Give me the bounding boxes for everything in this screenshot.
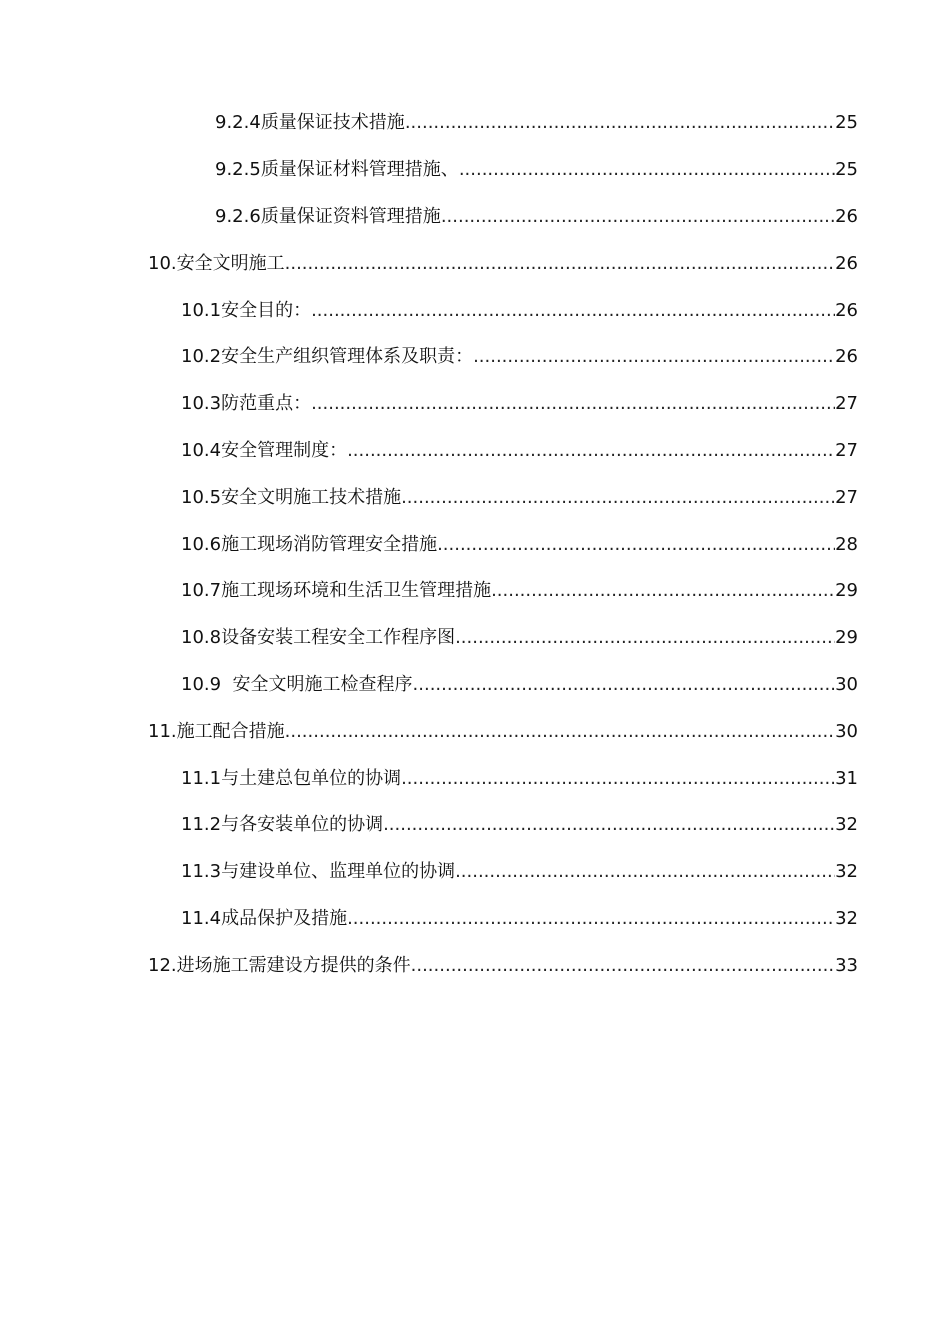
toc-page-number: 30 bbox=[835, 720, 858, 742]
toc-title: 质量保证材料管理措施、 bbox=[260, 159, 459, 181]
toc-number: 9.2.6 bbox=[215, 205, 261, 227]
toc-number: 11.3 bbox=[181, 861, 222, 883]
toc-leader-dots bbox=[383, 813, 835, 837]
toc-number: 9.2.5 bbox=[215, 159, 261, 181]
toc-page-number: 33 bbox=[835, 954, 858, 976]
toc-page-number: 27 bbox=[835, 439, 858, 461]
toc-entry[interactable] bbox=[0, 849, 950, 896]
toc-number: 11.2 bbox=[181, 814, 222, 836]
toc-leader-dots bbox=[285, 720, 835, 744]
toc-leader-dots bbox=[491, 579, 835, 603]
toc-entry[interactable] bbox=[0, 147, 950, 194]
toc-page-number: 25 bbox=[835, 112, 858, 134]
toc-title: 与各安装单位的协调 bbox=[221, 814, 384, 836]
toc-title: 与土建总包单位的协调 bbox=[221, 767, 402, 789]
toc-entry[interactable] bbox=[0, 428, 950, 475]
toc-number: 10.8 bbox=[181, 627, 222, 649]
toc-page-number: 29 bbox=[835, 580, 858, 602]
toc-entry[interactable] bbox=[0, 240, 950, 287]
toc-page-number: 28 bbox=[835, 533, 858, 555]
toc-page-number: 26 bbox=[835, 299, 858, 321]
toc-page-number: 27 bbox=[835, 486, 858, 508]
toc-number: 11. bbox=[148, 720, 177, 742]
toc-leader-dots bbox=[311, 392, 835, 416]
toc-number: 10.3 bbox=[181, 393, 222, 415]
toc-leader-dots bbox=[413, 673, 836, 697]
toc-page-number: 29 bbox=[835, 627, 858, 649]
toc-entry[interactable] bbox=[0, 708, 950, 755]
toc-page-number: 27 bbox=[835, 393, 858, 415]
toc-number: 10. bbox=[148, 252, 177, 274]
toc-leader-dots bbox=[455, 626, 835, 650]
toc-number: 12. bbox=[148, 954, 177, 976]
toc-title: 防范重点： bbox=[221, 393, 312, 415]
toc-number: 10.1 bbox=[181, 299, 222, 321]
toc-entry[interactable] bbox=[0, 615, 950, 662]
toc-entry[interactable] bbox=[0, 802, 950, 849]
toc-number: 11.4 bbox=[181, 907, 222, 929]
toc-title: 安全管理制度： bbox=[221, 439, 348, 461]
toc-number: 10.4 bbox=[181, 439, 222, 461]
toc-title: 安全目的： bbox=[221, 299, 312, 321]
toc-leader-dots bbox=[285, 252, 835, 276]
toc-number: 9.2.4 bbox=[215, 112, 261, 134]
toc-number: 10.9 bbox=[181, 673, 233, 695]
toc-title: 与建设单位、监理单位的协调 bbox=[221, 861, 456, 883]
toc-leader-dots bbox=[401, 767, 835, 791]
toc-leader-dots bbox=[347, 907, 835, 931]
toc-entry[interactable] bbox=[0, 755, 950, 802]
toc-title: 安全生产组织管理体系及职责： bbox=[221, 346, 474, 368]
toc-entry[interactable] bbox=[0, 896, 950, 943]
toc-title: 成品保护及措施 bbox=[221, 907, 348, 929]
toc-page-number: 26 bbox=[835, 346, 858, 368]
toc-number: 10.6 bbox=[181, 533, 222, 555]
toc-entry[interactable] bbox=[0, 194, 950, 241]
toc-title: 设备安装工程安全工作程序图 bbox=[221, 627, 456, 649]
toc-page-number: 26 bbox=[835, 252, 858, 274]
toc-page-number: 25 bbox=[835, 159, 858, 181]
toc-leader-dots bbox=[455, 860, 835, 884]
toc-leader-dots bbox=[401, 486, 835, 510]
toc-title: 安全文明施工 bbox=[176, 252, 285, 274]
toc-title: 施工配合措施 bbox=[176, 720, 285, 742]
toc-entry[interactable] bbox=[0, 568, 950, 615]
toc-entry[interactable] bbox=[0, 521, 950, 568]
toc-page-number: 32 bbox=[835, 907, 858, 929]
toc-entry[interactable] bbox=[0, 942, 950, 989]
toc-entry[interactable] bbox=[0, 334, 950, 381]
toc-title: 施工现场环境和生活卫生管理措施 bbox=[221, 580, 492, 602]
toc-page-number: 30 bbox=[835, 673, 858, 695]
toc-page-number: 32 bbox=[835, 814, 858, 836]
toc-leader-dots bbox=[459, 158, 835, 182]
toc-entry[interactable] bbox=[0, 100, 950, 147]
toc-page-number: 26 bbox=[835, 205, 858, 227]
toc-leader-dots bbox=[311, 299, 835, 323]
toc-leader-dots bbox=[405, 111, 835, 135]
toc-entry[interactable] bbox=[0, 662, 950, 709]
toc-number: 10.2 bbox=[181, 346, 222, 368]
toc-title: 施工现场消防管理安全措施 bbox=[221, 533, 438, 555]
toc-leader-dots bbox=[441, 205, 835, 229]
table-of-contents bbox=[0, 100, 950, 989]
toc-leader-dots bbox=[437, 533, 835, 557]
toc-title: 安全文明施工检查程序 bbox=[232, 673, 413, 695]
toc-title: 进场施工需建设方提供的条件 bbox=[176, 954, 411, 976]
toc-title: 质量保证资料管理措施 bbox=[260, 205, 441, 227]
toc-entry[interactable] bbox=[0, 474, 950, 521]
toc-number: 10.5 bbox=[181, 486, 222, 508]
toc-leader-dots bbox=[473, 345, 835, 369]
toc-number: 11.1 bbox=[181, 767, 222, 789]
toc-title: 质量保证技术措施 bbox=[260, 112, 405, 134]
toc-leader-dots bbox=[411, 954, 835, 978]
toc-entry[interactable] bbox=[0, 287, 950, 334]
toc-page-number: 31 bbox=[835, 767, 858, 789]
toc-number: 10.7 bbox=[181, 580, 222, 602]
toc-leader-dots bbox=[347, 439, 835, 463]
toc-page-number: 32 bbox=[835, 861, 858, 883]
toc-title: 安全文明施工技术措施 bbox=[221, 486, 402, 508]
toc-entry[interactable] bbox=[0, 381, 950, 428]
